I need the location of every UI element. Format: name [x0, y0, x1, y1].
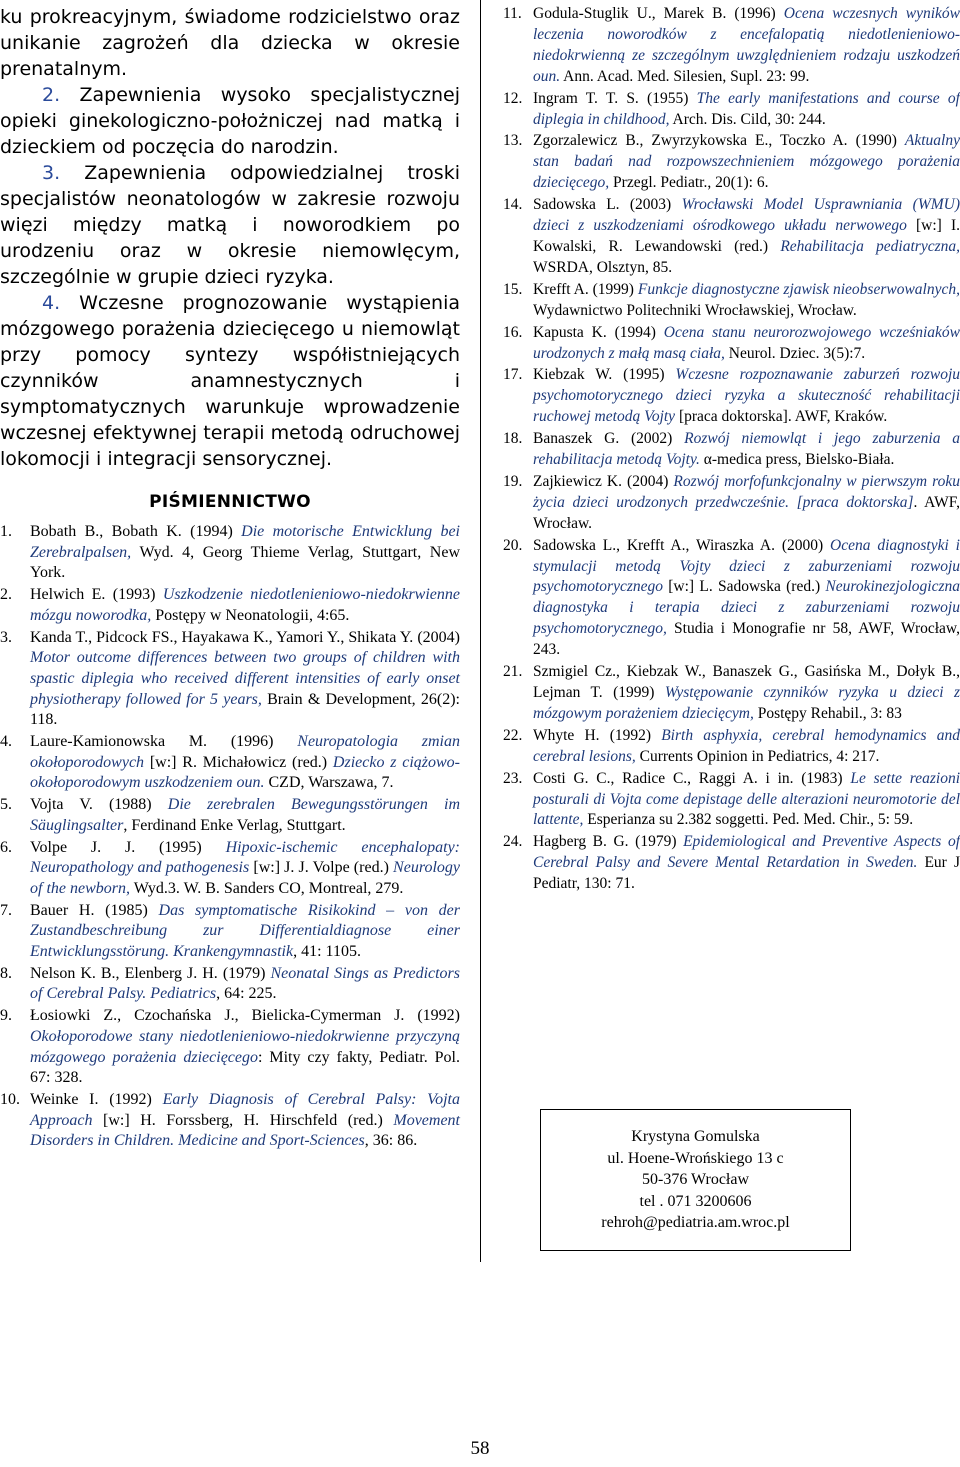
reference-number: 13. — [503, 132, 523, 150]
reference-number: 6. — [0, 838, 12, 856]
reference-number: 8. — [0, 964, 12, 982]
reference-title: Epidemiological and Preventive Aspects of Cerebral Palsy and Severe Mental Retardation in Sweden. — [533, 833, 960, 872]
reference-item — [503, 365, 960, 428]
reference-number: 9. — [0, 1007, 12, 1025]
reference-text: Studia i Monografie nr 58, AWF, Wrocław, 243. — [533, 620, 960, 659]
reference-text: Łosiowki Z., Czochańska J., Bielicka-Cymerman J. (1992) — [30, 1007, 460, 1025]
reference-item — [503, 536, 960, 661]
reference-text: : Mity czy fakty, Pediatr. Pol. 67: 328. — [30, 1048, 460, 1087]
reference-number: 7. — [0, 901, 12, 919]
reference-text: Weinke I. (1992) — [30, 1090, 163, 1108]
reference-number: 19. — [503, 472, 523, 490]
reference-item — [503, 323, 960, 365]
reference-number: 1. — [0, 523, 12, 540]
reference-text: Sadowska L., Krefft A., Wiraszka A. (2000) — [533, 536, 831, 554]
item-text: Wczesne prognozowanie wystąpienia mózgowego porażenia dziecięcego u niemowląt przy pomocy syntezy współistniejących czynników anamnestycznych i symptomatycznych warunkuje wprowadzenie wczesnej efektywnej terapii metodą odruchowej lokomocji i integracji sensorycznej. — [0, 292, 460, 470]
reference-title: Ocena stanu neurorozwojowego wcześniaków urodzonych z małą masą ciała, — [533, 323, 960, 362]
reference-text: Kanda T., Pidcock FS., Hayakawa K., Yamori Y., Shikata Y. (2004) — [30, 628, 460, 646]
reference-title: Birth asphyxia, cerebral hemodynamics and cerebral lesions, — [533, 726, 960, 765]
reference-title: The early manifestations and course of diplegia in childhood, — [533, 89, 960, 128]
reference-item — [503, 4, 960, 88]
references-list-right — [503, 0, 960, 895]
references-list-left — [0, 522, 460, 1152]
reference-text: , Ferdinand Enke Verlag, Stuttgart. — [123, 816, 346, 834]
reference-text: Brain & Development, 26(2): 118. — [30, 690, 460, 729]
reference-number: 15. — [503, 280, 523, 298]
reference-number: 16. — [503, 323, 523, 341]
reference-item — [0, 732, 460, 794]
reference-title: Aktualny stan badań nad rozpowszechnieniem mózgowego porażenia dziecięcego, — [533, 132, 960, 192]
intro-paragraph-4 — [0, 290, 460, 472]
reference-text: Neurol. Dziec. 3(5):7. — [724, 344, 866, 362]
reference-item — [503, 832, 960, 895]
reference-text: , 41: 1105. — [293, 943, 361, 961]
item-number: 2. — [42, 84, 61, 106]
reference-title: Okołoporodowe stany niedotlenieniowo-niedokrwienne przyczyną mózgowego porażenia dziecięcego — [30, 1027, 460, 1066]
reference-number: 5. — [0, 796, 12, 814]
reference-title: Hipoxic-ischemic encephalopaty: Neuropathology and pathogenesis — [30, 838, 460, 877]
reference-text: Banaszek G. (2002) — [533, 430, 685, 448]
reference-text: Wydawnictwo Politechniki Wrocławskiej, Wrocław. — [533, 301, 857, 319]
reference-text: Whyte H. (1992) — [533, 726, 662, 744]
reference-item — [503, 195, 960, 279]
reference-number: 10. — [0, 1090, 20, 1108]
right-column — [503, 0, 960, 896]
reference-text: Zajkiewicz K. (2004) — [533, 472, 674, 490]
reference-text: Krefft A. (1999) — [533, 280, 638, 298]
reference-text: [w:] H. Forssberg, H. Hirschfeld (red.) — [92, 1111, 394, 1129]
reference-title: Neonatal Sings as Predictors of Cerebral Palsy. Pediatrics — [30, 964, 461, 1003]
intro-text — [0, 0, 460, 472]
reference-text: Godula-Stuglik U., Marek B. (1996) — [533, 5, 784, 22]
reference-text: Currents Opinion in Pediatrics, 4: 217. — [635, 747, 880, 765]
reference-text: Helwich E. (1993) — [30, 586, 163, 604]
reference-title: Wrocławski Model Usprawniania (WMU) dzieci z uszkodzeniami ośrodkowego układu nerwowego — [533, 196, 960, 235]
reference-text: Zgorzalewicz B., Zwyrzykowska E., Toczko A. (1990) — [533, 132, 905, 150]
reference-title: Die zerebralen Bewegungsstörungen im Säuglingsalter — [30, 796, 460, 834]
reference-text: Bobath B., Bobath K. (1994) — [30, 523, 242, 540]
reference-number: 18. — [503, 430, 523, 448]
contact-email: rehroh@pediatria.am.wroc.pl — [601, 1214, 790, 1231]
contact-street: ul. Hoene-Wrońskiego 13 c — [607, 1149, 784, 1167]
reference-text: Kapusta K. (1994) — [533, 323, 664, 341]
reference-text: Bauer H. (1985) — [30, 901, 159, 919]
contact-box — [540, 1109, 851, 1251]
reference-text: Ann. Acad. Med. Silesien, Supl. 23: 99. — [560, 67, 810, 85]
reference-number: 21. — [503, 663, 523, 681]
item-text: Zapewnienia odpowiedzialnej troski specjalistów neonatologów w zakresie rozwoju więzi między matką i noworodkiem po urodzeniu oraz w okresie niemowlęcym, szczególnie w grupie dzieci ryzyka. — [0, 162, 460, 288]
reference-number: 17. — [503, 366, 523, 384]
reference-text: Szmigiel Cz., Kiebzak W., Banaszek G., Gasińska M., Dołyk B., Lejman T. (1999) — [533, 663, 960, 701]
reference-text: Nelson K. B., Elenberg J. H. (1979) — [30, 964, 271, 982]
reference-text: Kiebzak W. (1995) — [533, 366, 676, 384]
reference-text: , 64: 225. — [216, 985, 277, 1003]
reference-item — [0, 628, 460, 732]
reference-text: Esperianza su 2.382 soggetti. Ped. Med. Chir., 5: 59. — [583, 811, 914, 829]
reference-title: Uszkodzenie niedotlenieniowo-niedokrwienne mózgu noworodka, — [30, 586, 460, 624]
reference-title: Early Diagnosis of Cerebral Palsy: Vojta Approach — [30, 1090, 460, 1129]
reference-number: 12. — [503, 89, 523, 107]
page-number: 58 — [470, 1438, 490, 1459]
reference-item — [503, 280, 960, 322]
reference-item — [0, 795, 460, 836]
reference-item — [0, 1006, 460, 1089]
reference-item — [0, 901, 460, 963]
item-number: 3. — [42, 162, 61, 184]
reference-text: CZD, Warszawa, 7. — [264, 774, 394, 792]
reference-number: 4. — [0, 733, 12, 751]
reference-text: WSRDA, Olsztyn, 85. — [533, 258, 673, 276]
intro-paragraph-continued: ku prokreacyjnym, świadome rodzicielstwo oraz unikanie zagrożeń dla dziecka w okresie prenatalnym. — [0, 6, 460, 80]
reference-item — [503, 89, 960, 131]
reference-title: Das symptomatische Risikokind – von der Zustandbeschreibung zur Differentialdiagnose einer Entwicklungsstörung. Krankengymnastik — [30, 901, 460, 961]
reference-text: Eur J Pediatr, 130: 71. — [533, 854, 960, 893]
reference-text: Vojta V. (1988) — [30, 796, 168, 814]
reference-item — [503, 662, 960, 725]
reference-title: Rehabilitacja pediatryczna, — [780, 237, 960, 255]
reference-item — [503, 769, 960, 832]
reference-text: [w:] L. Sadowska (red.) — [663, 578, 826, 596]
reference-item — [503, 472, 960, 535]
reference-number: 2. — [0, 586, 12, 604]
reference-text: Postępy Rehabil., 3: 83 — [753, 704, 902, 722]
reference-text: Ingram T. T. S. (1955) — [533, 89, 697, 107]
reference-item — [0, 964, 460, 1005]
reference-text: Hagberg B. G. (1979) — [533, 833, 684, 851]
left-column — [0, 0, 460, 1153]
reference-title: Funkcje diagnostyczne zjawisk nieobserwowalnych, — [637, 280, 960, 298]
intro-paragraph-3 — [0, 160, 460, 290]
contact-phone: tel . 071 3200606 — [639, 1192, 752, 1210]
reference-number: 14. — [503, 196, 523, 214]
reference-title: Dziecko z ciążowo-okołoporodowym uszkodzeniem oun. — [30, 753, 460, 792]
item-number: 4. — [42, 292, 61, 314]
reference-title: Ocena diagnostyki i stymulacji metodą Vojty dzieci z zaburzeniami rozwoju psychomotorycznego — [533, 536, 960, 596]
reference-item — [503, 726, 960, 768]
reference-text: α-medica press, Bielsko-Biała. — [699, 451, 895, 469]
reference-number: 3. — [0, 628, 12, 646]
reference-number: 20. — [503, 536, 523, 554]
reference-text: Przegl. Pediatr., 20(1): 6. — [609, 174, 769, 192]
reference-title: Motor outcome differences between two groups of children with spastic diplegia who received different intensities of early onset physiotherapy followed for 5 years, — [30, 649, 460, 708]
reference-number: 22. — [503, 726, 523, 744]
reference-title: Die motorische Entwicklung bei Zerebralpalsen, — [30, 523, 460, 561]
reference-title: Movement Disorders in Children. Medicine and Sport-Sciences — [30, 1111, 460, 1150]
reference-text: [praca doktorska]. AWF, Kraków. — [675, 408, 888, 426]
reference-number: 24. — [503, 833, 523, 851]
reference-title: Wczesne rozpoznawanie zaburzeń rozwoju psychomotorycznego dzieci ryzyka a skuteczność rehabilitacji ruchowej metodą Vojty — [533, 366, 960, 426]
reference-text: [w:] R. Michałowicz (red.) — [144, 753, 333, 771]
reference-number: 11. — [503, 5, 522, 22]
reference-text: Costi G. C., Radice C., Raggi A. i in. (1983) — [533, 769, 851, 787]
reference-title: Neuropatologia zmian okołoporodowych — [30, 733, 461, 771]
reference-number: 23. — [503, 769, 523, 787]
reference-title: Ocena wczesnych wyników leczenia noworodków z encefalopatią niedotlenieniowo-niedokrwienną ze szczególnym uwzględnieniem rodzaju uszkodzeń oun. — [533, 5, 960, 85]
contact-city: 50-376 Wrocław — [641, 1171, 750, 1188]
reference-text: Volpe J. J. (1995) — [30, 838, 226, 856]
reference-item — [0, 585, 460, 626]
reference-title: Rozwój niemowląt i jego zaburzenia a rehabilitacja metodą Vojty. — [533, 430, 960, 469]
bibliography-heading: PIŚMIENNICTWO — [149, 492, 311, 512]
reference-text: Wyd.3. W. B. Sanders CO, Montreal, 279. — [130, 879, 404, 897]
reference-text: Wyd. 4, Georg Thieme Verlag, Stuttgart, New York. — [30, 543, 460, 582]
reference-item — [0, 838, 460, 900]
reference-text: . AWF, Wrocław. — [533, 493, 960, 532]
reference-title: Neurokinezjologiczna diagnostyka i terapia dzieci z zaburzeniami rozwoju psychomotorycznego, — [533, 578, 960, 638]
reference-item — [0, 1090, 460, 1152]
reference-text: Laure-Kamionowska M. (1996) — [30, 733, 298, 751]
item-text: Zapewnienia wysoko specjalistycznej opieki ginekologiczno-położniczej nad matką i dzieckiem od poczęcia do narodzin. — [0, 84, 460, 158]
intro-paragraph-2 — [0, 82, 460, 160]
reference-title: Rozwój morfofunkcjonalny w pierwszym roku życia dzieci urodzonych przedwcześnie. [praca doktorska] — [533, 472, 960, 511]
reference-text: [w:] I. Kowalski, R. Lewandowski (red.) — [533, 217, 960, 255]
reference-text: Arch. Dis. Cild, 30: 244. — [669, 110, 826, 128]
reference-item — [503, 131, 960, 194]
reference-title: Le sette reazioni posturali di Vojta come depistage delle alterazioni neuromotorie del lattente, — [533, 769, 960, 829]
reference-text: , 36: 86. — [364, 1132, 418, 1150]
reference-text: Sadowska L. (2003) — [533, 196, 682, 214]
reference-title: Neurology of the newborn, — [30, 859, 460, 897]
reference-item — [0, 522, 460, 584]
column-divider — [480, 0, 481, 1262]
reference-title: Występowanie czynników ryzyka u dzieci z mózgowym porażeniem dziecięcym, — [533, 684, 960, 722]
reference-text: [w:] J. J. Volpe (red.) — [249, 859, 394, 877]
contact-name: Krystyna Gomulska — [631, 1128, 760, 1145]
reference-text: Postępy w Neonatologii, 4:65. — [151, 606, 350, 624]
reference-item — [503, 429, 960, 471]
